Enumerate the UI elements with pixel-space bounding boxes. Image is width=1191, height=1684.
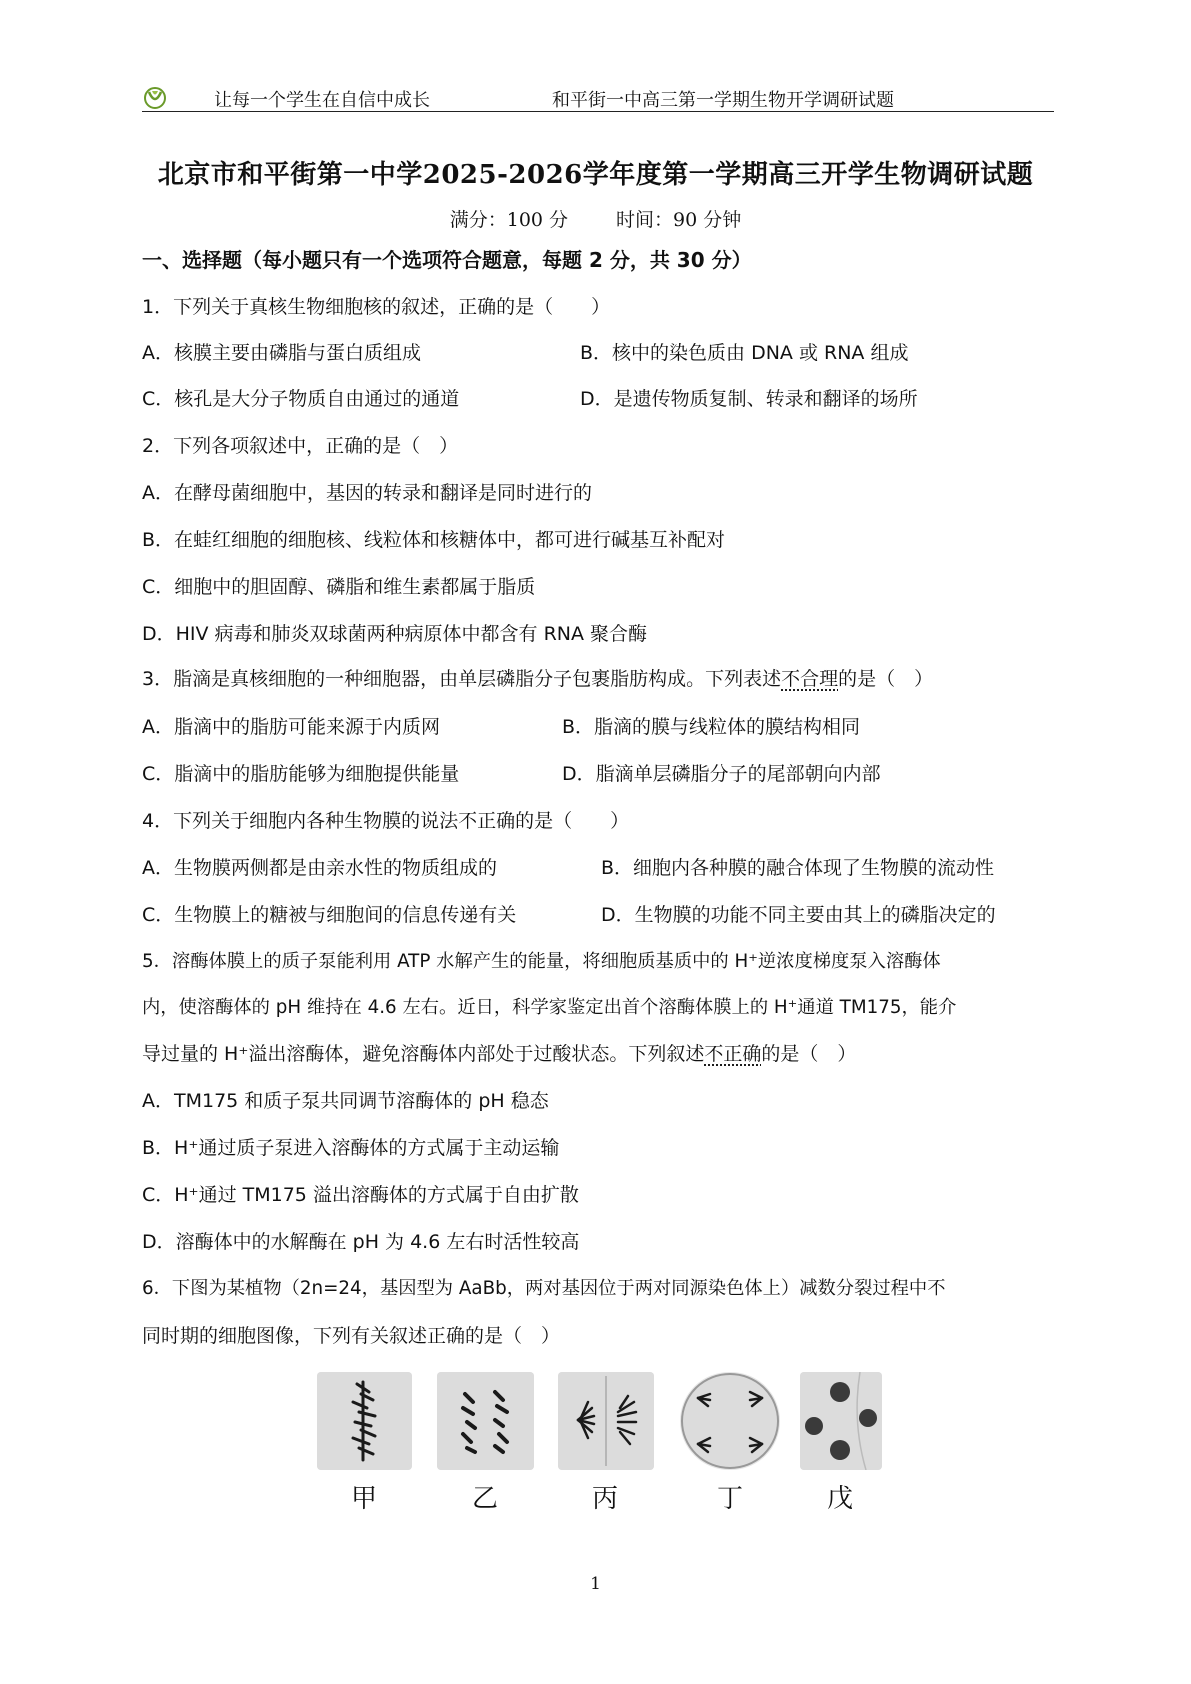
question-3-option-b: B．脂滴的膜与线粒体的膜结构相同 xyxy=(562,716,861,738)
question-4-option-c: C．生物膜上的糖被与细胞间的信息传递有关 xyxy=(142,904,517,926)
question-2-option-a: A．在酵母菌细胞中，基因的转录和翻译是同时进行的 xyxy=(142,482,592,504)
score-info: 满分：100 分 xyxy=(449,209,569,231)
question-5-stem-emphasis: 不正确 xyxy=(704,1043,762,1065)
question-3-stem-post: 的是（ ） xyxy=(838,668,934,690)
cell-image-wu xyxy=(800,1372,882,1470)
exam-meta xyxy=(0,205,1191,232)
question-5-option-a: A．TM175 和质子泵共同调节溶酶体的 pH 稳态 xyxy=(142,1090,549,1112)
question-2-option-c: C．细胞中的胆固醇、磷脂和维生素都属于脂质 xyxy=(142,576,536,598)
figure-label-yi: 乙 xyxy=(471,1484,498,1514)
question-5-stem-post: 的是（ ） xyxy=(761,1043,857,1065)
question-5-stem-pre: 导过量的 H⁺溢出溶酶体，避免溶酶体内部处于过酸状态。下列叙述 xyxy=(142,1043,705,1065)
header-doc-title: 和平街一中高三第一学期生物开学调研试题 xyxy=(552,90,894,111)
question-3-option-c: C．脂滴中的脂肪能够为细胞提供能量 xyxy=(142,763,460,785)
page-number: 1 xyxy=(590,1574,601,1594)
question-5-option-c: C．H⁺通过 TM175 溢出溶酶体的方式属于自由扩散 xyxy=(142,1184,579,1206)
question-1-stem: 1．下列关于真核生物细胞核的叙述，正确的是（ ） xyxy=(142,296,611,318)
question-3-option-a: A．脂滴中的脂肪可能来源于内质网 xyxy=(142,716,440,738)
cell-image-ding xyxy=(680,1372,780,1470)
question-5-option-d: D．溶酶体中的水解酶在 pH 为 4.6 左右时活性较高 xyxy=(142,1231,580,1253)
question-2-option-d: D．HIV 病毒和肺炎双球菌两种病原体中都含有 RNA 聚合酶 xyxy=(142,623,648,645)
header-slogan: 让每一个学生在自信中成长 xyxy=(214,90,430,111)
question-6-stem-line-2: 同时期的细胞图像，下列有关叙述正确的是（ ） xyxy=(142,1325,561,1347)
cell-image-yi xyxy=(437,1372,534,1470)
question-5-stem-line-3 xyxy=(142,1039,856,1066)
section-heading: 一、选择题（每小题只有一个选项符合题意，每题 2 分，共 30 分） xyxy=(142,248,752,272)
figure-label-ding: 丁 xyxy=(716,1484,743,1514)
question-1-option-c: C．核孔是大分子物质自由通过的通道 xyxy=(142,388,460,410)
question-4-option-d: D．生物膜的功能不同主要由其上的磷脂决定的 xyxy=(601,904,996,926)
figure-label-wu: 戊 xyxy=(826,1484,853,1514)
cell-image-bing xyxy=(558,1372,654,1470)
question-5-stem-line-1: 5．溶酶体膜上的质子泵能利用 ATP 水解产生的能量，将细胞质基质中的 H⁺逆浓度梯度泵入溶酶体 xyxy=(142,951,941,972)
question-6-stem-line-1: 6．下图为某植物（2n=24，基因型为 AaBb，两对基因位于两对同源染色体上）减数分裂过程中不 xyxy=(142,1278,946,1299)
leaf-logo-icon xyxy=(142,86,168,110)
page-header xyxy=(142,84,1052,112)
question-3-stem-emphasis: 不合理 xyxy=(781,668,839,690)
question-1-option-b: B．核中的染色质由 DNA 或 RNA 组成 xyxy=(580,342,909,364)
cell-image-jia xyxy=(317,1372,412,1470)
question-1-option-a: A．核膜主要由磷脂与蛋白质组成 xyxy=(142,342,421,364)
question-3-stem-pre: 3．脂滴是真核细胞的一种细胞器，由单层磷脂分子包裹脂肪构成。下列表述 xyxy=(142,668,782,690)
question-3-stem xyxy=(142,664,933,691)
question-4-stem: 4．下列关于细胞内各种生物膜的说法不正确的是（ ） xyxy=(142,810,630,832)
page-title: 北京市和平街第一中学2025-2026学年度第一学期高三开学生物调研试题 xyxy=(157,160,1034,190)
question-3-option-d: D．脂滴单层磷脂分子的尾部朝向内部 xyxy=(562,763,881,785)
question-4-option-b: B．细胞内各种膜的融合体现了生物膜的流动性 xyxy=(601,857,995,879)
question-2-stem: 2．下列各项叙述中，正确的是（ ） xyxy=(142,435,459,457)
question-4-option-a: A．生物膜两侧都是由亲水性的物质组成的 xyxy=(142,857,497,879)
figure-label-jia: 甲 xyxy=(350,1484,377,1514)
time-info: 时间：90 分钟 xyxy=(616,209,742,231)
question-5-stem-line-2: 内，使溶酶体的 pH 维持在 4.6 左右。近日，科学家鉴定出首个溶酶体膜上的 H⁺通道 TM175，能介 xyxy=(142,997,957,1018)
question-5-option-b: B．H⁺通过质子泵进入溶酶体的方式属于主动运输 xyxy=(142,1137,560,1159)
header-divider xyxy=(142,111,1054,112)
figure-label-bing: 丙 xyxy=(591,1484,618,1514)
question-2-option-b: B．在蛙红细胞的细胞核、线粒体和核糖体中，都可进行碱基互补配对 xyxy=(142,529,726,551)
question-1-option-d: D．是遗传物质复制、转录和翻译的场所 xyxy=(580,388,918,410)
